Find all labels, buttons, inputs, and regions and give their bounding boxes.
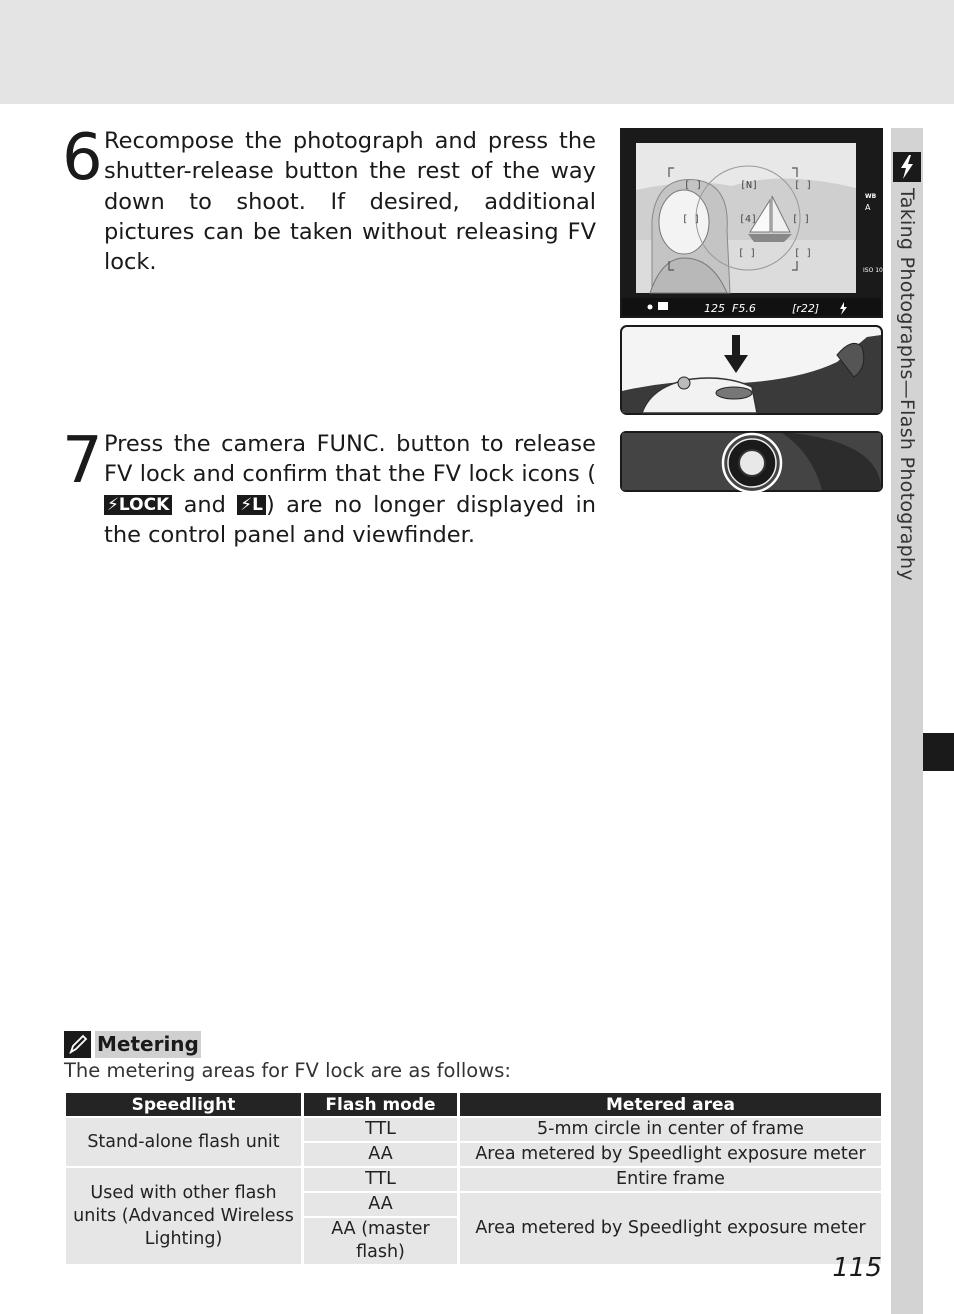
top-band bbox=[0, 0, 954, 104]
column-header: Flash mode bbox=[304, 1093, 457, 1116]
svg-text:[ ]: [ ] bbox=[794, 248, 813, 259]
func-button-drawing bbox=[622, 433, 881, 490]
svg-text:[ ]: [ ] bbox=[682, 214, 701, 225]
flash-icon bbox=[893, 152, 921, 182]
shutter-readout: 125 bbox=[704, 302, 725, 315]
step-text-part: Press the camera FUNC. button to release FV lock and confirm that the FV lock icons ( bbox=[104, 431, 596, 488]
step-number: 7 bbox=[62, 424, 103, 498]
column-header: Metered area bbox=[460, 1093, 881, 1116]
shutter-release-illustration bbox=[620, 325, 883, 415]
step-text-part: ) are no longer displayed in the control panel and viewfinder. bbox=[104, 491, 597, 548]
column-header: Speedlight bbox=[66, 1093, 301, 1116]
table-row bbox=[66, 1168, 881, 1191]
fv-lock-icon: ⚡LOCK bbox=[104, 495, 172, 515]
svg-text:[ ]: [ ] bbox=[684, 180, 703, 191]
wb-value: A bbox=[865, 203, 871, 212]
wb-label: WB bbox=[865, 193, 877, 200]
table-header-row bbox=[66, 1093, 881, 1116]
fv-lock-viewfinder-icon: ⚡L bbox=[237, 495, 266, 515]
table-cell: Stand-alone flash unit bbox=[66, 1118, 301, 1166]
pencil-note-icon bbox=[64, 1031, 91, 1058]
svg-text:[ ]: [ ] bbox=[794, 180, 813, 191]
svg-text:[ ]: [ ] bbox=[792, 214, 811, 225]
step-text: Recompose the photograph and press the shutter-release button the rest of the way down to shoot. If desired, additional pictures can be taken without releasing FV lock. bbox=[104, 128, 596, 276]
table-cell: Used with other flash units (Advanced Wireless Lighting) bbox=[66, 1168, 301, 1264]
table-cell: AA bbox=[304, 1193, 457, 1216]
viewfinder-scene bbox=[622, 130, 887, 316]
svg-text:[ ]: [ ] bbox=[738, 248, 757, 259]
page-number: 115 bbox=[832, 1253, 882, 1283]
table-row bbox=[66, 1118, 881, 1141]
step-text-part: and bbox=[172, 491, 238, 518]
iso-readout: ISO 100 bbox=[863, 267, 887, 274]
chapter-title: Taking Photographs—Flash Photography bbox=[896, 188, 918, 581]
table-cell: 5-mm circle in center of frame bbox=[460, 1118, 881, 1141]
table-cell: AA bbox=[304, 1143, 457, 1166]
note-text: The metering areas for FV lock are as follows: bbox=[64, 1059, 511, 1082]
aperture-readout: F5.6 bbox=[732, 302, 756, 315]
svg-text:[4]: [4] bbox=[739, 214, 758, 225]
table-cell: TTL bbox=[304, 1168, 457, 1191]
func-button-illustration bbox=[620, 431, 883, 492]
viewfinder-illustration bbox=[620, 128, 887, 318]
metering-table bbox=[63, 1091, 884, 1266]
table-cell: Area metered by Speedlight exposure meter bbox=[460, 1193, 881, 1264]
note-title: Metering bbox=[97, 1032, 199, 1056]
table-cell: Entire frame bbox=[460, 1168, 881, 1191]
shutter-release-drawing bbox=[622, 327, 881, 413]
table-cell: Area metered by Speedlight exposure meter bbox=[460, 1143, 881, 1166]
step-number: 6 bbox=[62, 121, 103, 195]
frame-count-readout: [r22] bbox=[792, 302, 820, 315]
step-text bbox=[104, 429, 596, 550]
table-cell: TTL bbox=[304, 1118, 457, 1141]
svg-text:[N]: [N] bbox=[740, 180, 759, 191]
table-cell: AA (master flash) bbox=[304, 1218, 457, 1264]
chapter-tab-marker bbox=[923, 733, 954, 771]
